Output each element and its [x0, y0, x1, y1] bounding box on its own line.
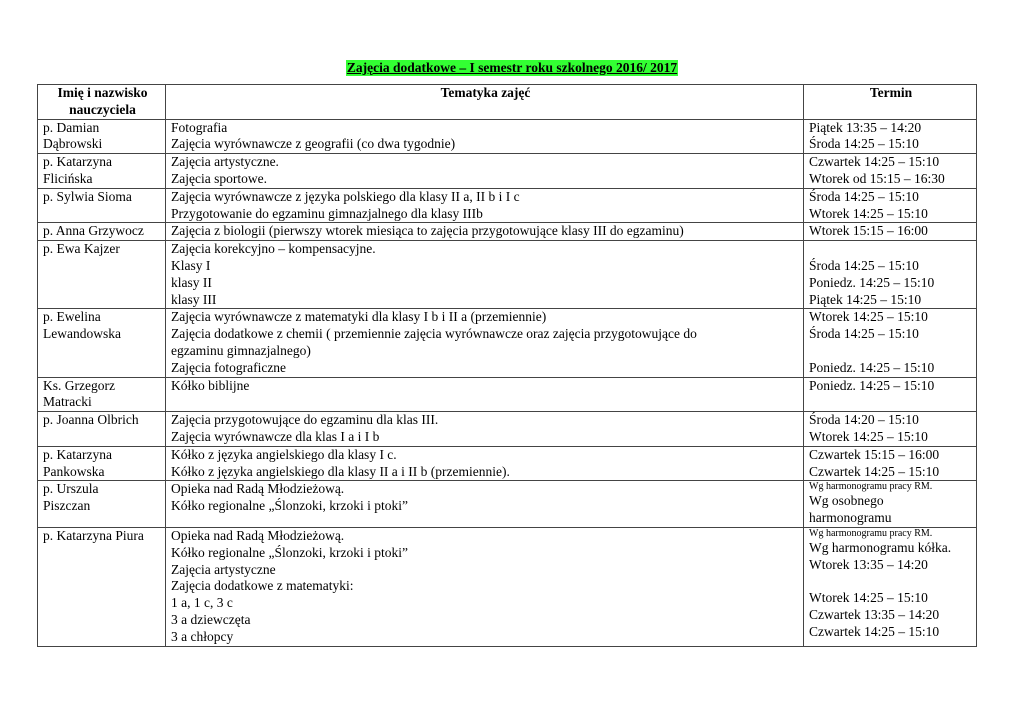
topics-cell	[166, 481, 804, 528]
topics-line: egzaminu gimnazjalnego)	[171, 342, 311, 358]
teacher-line: Matracki	[43, 394, 92, 410]
table-row	[38, 309, 977, 377]
terms-line: Wtorek 14:25 – 15:10	[809, 590, 928, 606]
teacher-line: Flicińska	[43, 170, 93, 186]
topics-line: Zajęcia artystyczne.	[171, 154, 279, 170]
terms-cell	[804, 481, 977, 528]
terms-cell	[804, 527, 977, 646]
topics-cell	[166, 223, 804, 241]
terms-line: Wtorek 14:25 – 15:10	[809, 205, 928, 221]
terms-line	[809, 241, 973, 258]
header-teacher	[38, 85, 166, 120]
terms-cell	[804, 223, 977, 241]
topics-line: Przygotowanie do egzaminu gimnazjalnego dla klasy IIIb	[171, 205, 483, 221]
terms-line: Wtorek 15:15 – 16:00	[809, 223, 928, 239]
terms-line: Wg harmonogramu kółka.	[809, 539, 952, 555]
topics-line: Zajęcia dodatkowe z matematyki:	[171, 578, 354, 594]
document-title-wrap	[0, 60, 1024, 77]
terms-line: Poniedz. 14:25 – 15:10	[809, 377, 935, 393]
topics-line: Opieka nad Radą Młodzieżową.	[171, 527, 345, 543]
teacher-cell	[38, 188, 166, 223]
terms-line: Wg harmonogramu pracy RM.	[809, 527, 933, 539]
terms-line: Wtorek 14:25 – 15:10	[809, 309, 928, 325]
teacher-line: p. Sylwia Sioma	[43, 188, 132, 204]
topics-line: Zajęcia fotograficzne	[171, 359, 287, 375]
table-row	[38, 527, 977, 646]
teacher-line: Pankowska	[43, 463, 105, 479]
teacher-line: p. Ewa Kajzer	[43, 241, 120, 257]
table-row	[38, 412, 977, 447]
topics-cell	[166, 119, 804, 154]
topics-cell	[166, 377, 804, 412]
terms-line	[809, 343, 973, 360]
teacher-line: p. Katarzyna	[43, 446, 112, 462]
topics-line: Klasy I	[171, 257, 211, 273]
topics-cell	[166, 154, 804, 189]
teacher-cell	[38, 241, 166, 309]
teacher-cell	[38, 412, 166, 447]
terms-line: Wtorek od 15:15 – 16:30	[809, 170, 945, 186]
teacher-cell	[38, 119, 166, 154]
header-topic: Tematyka zajęć	[166, 85, 804, 120]
teacher-line: p. Joanna Olbrich	[43, 412, 139, 428]
topics-line: 1 a, 1 c, 3 c	[171, 595, 233, 611]
document-title: Zajęcia dodatkowe – I semestr roku szkolnego 2016/ 2017	[346, 60, 678, 75]
teacher-line: Dąbrowski	[43, 136, 103, 152]
table-header-row	[38, 85, 977, 120]
topics-line: Zajęcia wyrównawcze z języka polskiego dla klasy II a, II b i I c	[171, 188, 520, 204]
topics-cell	[166, 309, 804, 377]
terms-line: harmonogramu	[809, 510, 892, 526]
teacher-line: Ks. Grzegorz	[43, 377, 115, 393]
terms-line: Poniedz. 14:25 – 15:10	[809, 359, 935, 375]
topics-line: Fotografia	[171, 119, 228, 135]
terms-cell	[804, 377, 977, 412]
topics-line: Zajęcia dodatkowe z chemii ( przemiennie zajęcia wyrównawcze oraz zajęcia przygotowujące do	[171, 326, 697, 342]
terms-cell	[804, 412, 977, 447]
terms-line: Piątek 14:25 – 15:10	[809, 291, 922, 307]
topics-line: Kółko z języka angielskiego dla klasy II a i II b (przemiennie).	[171, 463, 510, 479]
teacher-line: p. Urszula	[43, 481, 99, 497]
topics-line: Kółko z języka angielskiego dla klasy I c.	[171, 446, 397, 462]
teacher-line: Lewandowska	[43, 326, 121, 342]
table-row	[38, 377, 977, 412]
table-row	[38, 119, 977, 154]
topics-line: Zajęcia sportowe.	[171, 170, 267, 186]
teacher-line: p. Damian	[43, 119, 100, 135]
topics-line: 3 a dziewczęta	[171, 611, 251, 627]
topics-cell	[166, 527, 804, 646]
teacher-cell	[38, 154, 166, 189]
header-term: Termin	[804, 85, 977, 120]
terms-line: Środa 14:20 – 15:10	[809, 412, 919, 428]
terms-line: Wtorek 14:25 – 15:10	[809, 428, 928, 444]
teacher-cell	[38, 481, 166, 528]
terms-line: Środa 14:25 – 15:10	[809, 257, 919, 273]
terms-line: Środa 14:25 – 15:10	[809, 326, 919, 342]
topics-cell	[166, 446, 804, 481]
topics-cell	[166, 241, 804, 309]
topics-cell	[166, 412, 804, 447]
terms-line: Czwartek 14:25 – 15:10	[809, 623, 940, 639]
topics-line: Zajęcia korekcyjno – kompensacyjne.	[171, 241, 376, 257]
terms-line: Czwartek 14:25 – 15:10	[809, 154, 940, 170]
terms-cell	[804, 309, 977, 377]
teacher-line: p. Anna Grzywocz	[43, 223, 144, 239]
topics-line: klasy II	[171, 274, 212, 290]
teacher-line: p. Katarzyna	[43, 154, 112, 170]
topics-line: Zajęcia wyrównawcze z geografii (co dwa tygodnie)	[171, 136, 456, 152]
table-row	[38, 446, 977, 481]
terms-cell	[804, 154, 977, 189]
terms-cell	[804, 188, 977, 223]
terms-line: Wg harmonogramu pracy RM.	[809, 481, 933, 493]
topics-line: Zajęcia z biologii (pierwszy wtorek miesiąca to zajęcia przygotowujące klasy III do egzaminu)	[171, 223, 684, 239]
topics-line: Zajęcia artystyczne	[171, 561, 276, 577]
teacher-cell	[38, 309, 166, 377]
terms-line	[809, 574, 973, 591]
topics-line: Kółko biblijne	[171, 377, 250, 393]
teacher-cell	[38, 527, 166, 646]
terms-line: Wtorek 13:35 – 14:20	[809, 556, 928, 572]
topics-line: klasy III	[171, 291, 217, 307]
topics-line: Zajęcia wyrównawcze dla klas I a i I b	[171, 428, 380, 444]
topics-cell	[166, 188, 804, 223]
topics-line: Kółko regionalne „Ślonzoki, krzoki i ptoki”	[171, 498, 408, 514]
teacher-line: Piszczan	[43, 498, 91, 514]
topics-line: Opieka nad Radą Młodzieżową.	[171, 481, 345, 497]
header-teacher-line-2: nauczyciela	[69, 101, 136, 117]
table-row	[38, 223, 977, 241]
header-teacher-line-1: Imię i nazwisko	[57, 85, 148, 100]
teacher-cell	[38, 223, 166, 241]
table-row	[38, 241, 977, 309]
terms-line: Wg osobnego	[809, 493, 884, 509]
terms-line: Środa 14:25 – 15:10	[809, 136, 919, 152]
terms-line: Poniedz. 14:25 – 15:10	[809, 274, 935, 290]
terms-line: Środa 14:25 – 15:10	[809, 188, 919, 204]
teacher-line: p. Katarzyna Piura	[43, 527, 144, 543]
terms-cell	[804, 119, 977, 154]
terms-line: Piątek 13:35 – 14:20	[809, 119, 922, 135]
schedule-table	[37, 84, 977, 647]
topics-line: Zajęcia przygotowujące do egzaminu dla klas III.	[171, 412, 439, 428]
topics-line: Zajęcia wyrównawcze z matematyki dla klasy I b i II a (przemiennie)	[171, 309, 547, 325]
terms-cell	[804, 446, 977, 481]
topics-line: 3 a chłopcy	[171, 628, 234, 644]
terms-line: Czwartek 13:35 – 14:20	[809, 607, 940, 623]
table-row	[38, 154, 977, 189]
terms-line: Czwartek 14:25 – 15:10	[809, 463, 940, 479]
teacher-cell	[38, 446, 166, 481]
topics-line: Kółko regionalne „Ślonzoki, krzoki i ptoki”	[171, 544, 408, 560]
terms-line: Czwartek 15:15 – 16:00	[809, 446, 940, 462]
table-row	[38, 481, 977, 528]
teacher-cell	[38, 377, 166, 412]
teacher-line: p. Ewelina	[43, 309, 101, 325]
terms-cell	[804, 241, 977, 309]
table-row	[38, 188, 977, 223]
